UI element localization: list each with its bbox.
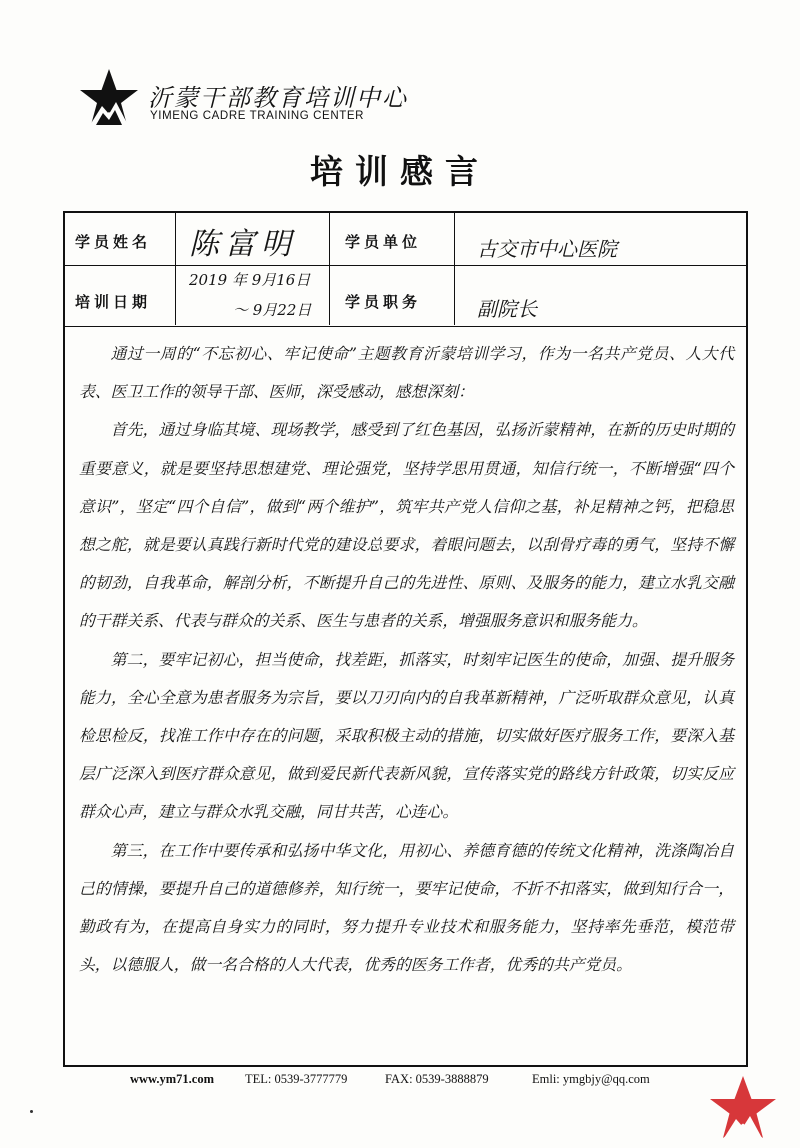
header — [78, 68, 408, 128]
page-title: 培训感言 — [310, 152, 490, 191]
position-value: 副院长 — [477, 297, 537, 321]
name-value: 陈富明 — [189, 227, 297, 262]
paragraph-third: 第三，在工作中要传承和弘扬中华文化，用初心、养德育德的传统文化精神，洗涤陶冶自己的情操，要提升自己的道德修养，知行统一，要牢记使命，不折不扣落实，做到知行合一，勤政有为，在提高自身实力的同时，努力提升专业技术和服务能力，坚持率先垂范，模范带头，以德服人，做一名合格的人大代表，优秀的医务工作者，优秀的共产党员。 — [79, 840, 734, 975]
date-label: 培训日期 — [75, 293, 152, 311]
footer-email: Emli: ymgbjy@qq.com — [532, 1072, 650, 1086]
row-divider — [65, 326, 746, 327]
row-divider — [65, 265, 746, 266]
unit-value: 古交市中心医院 — [477, 237, 617, 261]
organization-name-cn: 沂蒙干部教育培训中心 — [148, 84, 408, 112]
date-end: ～ 9月22日 — [233, 301, 312, 319]
paragraph-intro: 通过一周的“不忘初心、牢记使命”主题教育沂蒙培训学习，作为一名共产党员、人大代表、医卫工作的领导干部、医师，深受感动，感想深刻： — [79, 344, 734, 402]
unit-label: 学员单位 — [345, 233, 422, 251]
footer-website: www.ym71.com — [130, 1072, 215, 1086]
column-divider — [454, 213, 455, 325]
footer-tel: TEL: 0539-3777779 — [245, 1072, 348, 1086]
organization-name-en: YIMENG CADRE TRAINING CENTER — [150, 110, 365, 122]
paragraph-first: 首先，通过身临其境、现场教学，感受到了红色基因，弘扬沂蒙精神，在新的历史时期的重要意义，就是要坚持思想建党、理论强党，坚持学思用贯通，知信行统一，不断增强“四个意识”，坚定“四个自信”，做到“两个维护”，筑牢共产党人信仰之基，补足精神之钙，把稳思想之舵，就是要认真践行新时代党的建设总要求，着眼问题去，以刮骨疗毒的勇气，坚持不懈的韧劲，自我革命，解剖分析，不断提升自己的先进性、原则、及服务的能力，建立水乳交融的干群关系、代表与群众的关系、医生与患者的关系，增强服务意识和服务能力。 — [79, 420, 734, 631]
scan-speck — [30, 1110, 33, 1113]
position-label: 学员职务 — [345, 293, 422, 311]
feedback-form — [63, 211, 748, 1067]
date-start: 2019 年 9月16日 — [189, 271, 311, 289]
column-divider — [329, 213, 330, 325]
paragraph-second: 第二，要牢记初心，担当使命，找差距，抓落实，时刻牢记医生的使命，加强、提升服务能力，全心全意为患者服务为宗旨，要以刀刃向内的自我革新精神，广泛听取群众意见，认真检思检反，找准工作中存在的问题，采取积极主动的措施，切实做好医疗服务工作，要深入基层广泛深入到医疗群众意见，做到爱民新代表新风貌，宣传落实党的路线方针政策，切实反应群众心声，建立与群众水乳交融，同甘共苦，心连心。 — [79, 649, 734, 822]
reflection-text — [79, 335, 734, 984]
star-mountain-logo-icon — [78, 68, 140, 128]
red-star-stamp-icon — [704, 1075, 782, 1141]
footer-fax: FAX: 0539-3888879 — [385, 1072, 489, 1086]
column-divider — [175, 213, 176, 325]
name-label: 学员姓名 — [75, 233, 152, 251]
footer-contact — [0, 1072, 800, 1092]
